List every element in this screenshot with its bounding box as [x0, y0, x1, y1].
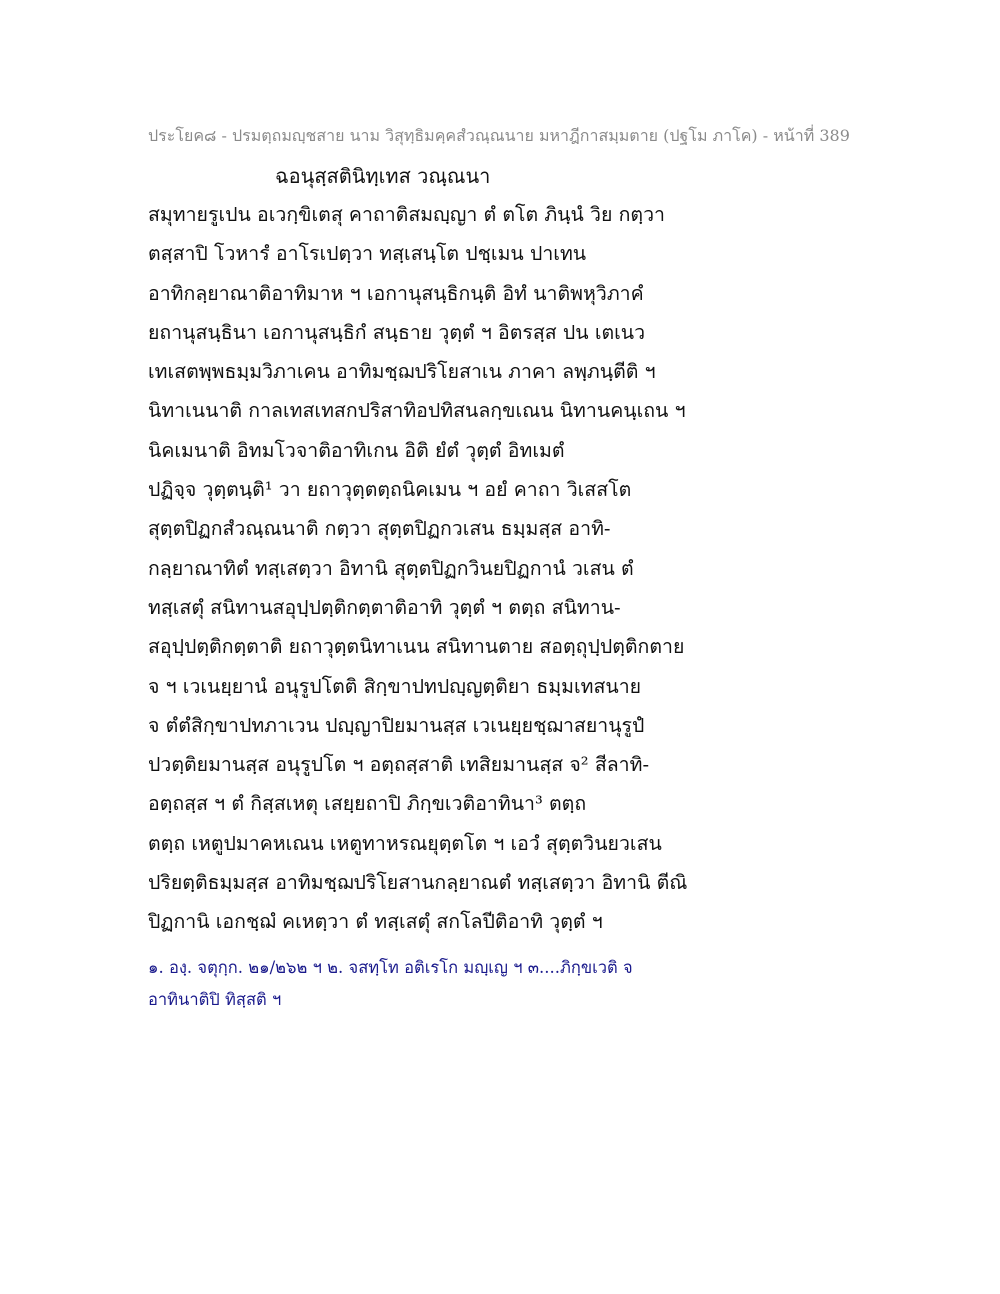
body-line: ตตฺถ เหตูปมาคหเณน เหตูทาหรณยุตฺตโต ฯ เอวํ สุตฺตวินยวเสน — [148, 831, 662, 855]
body-line: สอุปฺปตฺติกตฺตาติ ยถาวุตฺตนิทาเนน สนิทานตาย สอตฺถุปฺปตฺติกตาย — [148, 635, 685, 659]
body-line: จ ตํตํสิกฺขาปทภาเวน ปญฺญาปิยมานสฺส เวเนยฺยชฺฌาสยานุรูปํ — [148, 713, 645, 737]
body-line: สุตฺตปิฏกสํวณฺณนาติ กตฺวา สุตฺตปิฏกวเสน ธมฺมสฺส อาทิ- — [148, 517, 611, 541]
body-line: จ ฯ เวเนยฺยานํ อนุรูปโตติ สิกฺขาปทปญฺญตฺติยา ธมฺมเทสนาย — [148, 674, 642, 698]
body-line: นิคเมนาติ อิทมโวจาติอาทิเกน อิติ ยํตํ วุตฺตํ อิทเมตํ — [148, 438, 565, 462]
body-line: ทสฺเสตุํ สนิทานสอุปฺปตฺติกตฺตาติอาทิ วุตฺตํ ฯ ตตฺถ สนิทาน- — [148, 595, 621, 619]
body-line: อตฺถสฺส ฯ ตํ กิสฺสเหตุ เสยฺยถาปิ ภิกฺขเวติอาทินา³ ตตฺถ — [148, 792, 587, 816]
footnote-line: อาทินาติปิ ทิสฺสติ ฯ — [148, 990, 282, 1009]
section-title: ฉอนุสฺสตินิทฺเทส วณฺณนา — [275, 164, 491, 188]
body-line: ปิฏกานิ เอกชฺฌํ คเหตฺวา ตํ ทสฺเสตุํ สกโลปีติอาทิ วุตฺตํ ฯ — [148, 910, 603, 934]
body-text — [148, 200, 848, 947]
body-line: ปฏิจฺจ วุตฺตนฺติ¹ วา ยถาวุตฺตตฺถนิคเมน ฯ อยํ คาถา วิเสสโต — [148, 478, 632, 502]
body-line: ยถานุสนฺธินา เอกานุสนฺธิกํ สนฺธาย วุตฺตํ ฯ อิตรสฺส ปน เตเนว — [148, 320, 646, 344]
footnote-line: ๑. องฺ. จตุกฺก. ๒๑/๒๖๒ ฯ ๒. จสทฺโท อติเรโก มญฺเญ ฯ ๓....ภิกฺขเวติ จ — [148, 958, 633, 977]
page-header: ประโยค๘ - ปรมตฺถมญฺชสาย นาม วิสุทฺธิมคฺคสํวณฺณนาย มหาฎีกาสมฺมตาย (ปฐโม ภาโค) - หน้าที่ 389 — [148, 126, 850, 145]
body-line: นิทาเนนาติ กาลเทสเทสกปริสาทิอปทิสนลกฺขเณน นิทานคนฺเถน ฯ — [148, 399, 686, 423]
body-line: ปริยตฺติธมฺมสฺส อาทิมชฺฌปริโยสานกลฺยาณตํ ทสฺเสตฺวา อิทานิ ตีณิ — [148, 871, 688, 895]
body-line: อาทิกลฺยาณาติอาทิมาห ฯ เอกานุสนฺธิกนฺติ อิทํ นาติพหุวิภาคํ — [148, 281, 644, 305]
body-line: ปวตฺติยมานสฺส อนุรูปโต ฯ อตฺถสฺสาติ เทสิยมานสฺส จ² สีลาทิ- — [148, 753, 650, 777]
body-line: เทเสตพฺพธมฺมวิภาเคน อาทิมชฺฌปริโยสาเน ภาคา ลพฺภนฺตีติ ฯ — [148, 360, 656, 384]
body-line: ตสฺสาปิ โวหารํ อาโรเปตฺวา ทสฺเสนฺโต ปชฺเมน ปาเทน — [148, 242, 587, 266]
footnotes — [148, 955, 848, 1019]
body-line: กลฺยาณาทิตํ ทสฺเสตฺวา อิทานิ สุตฺตปิฏกวินยปิฏกานํ วเสน ตํ — [148, 556, 634, 580]
body-line: สมุทายรูเปน อเวกฺขิเตสุ คาถาติสมญฺญา ตํ ตโต ภินฺนํ วิย กตฺวา — [148, 203, 665, 226]
